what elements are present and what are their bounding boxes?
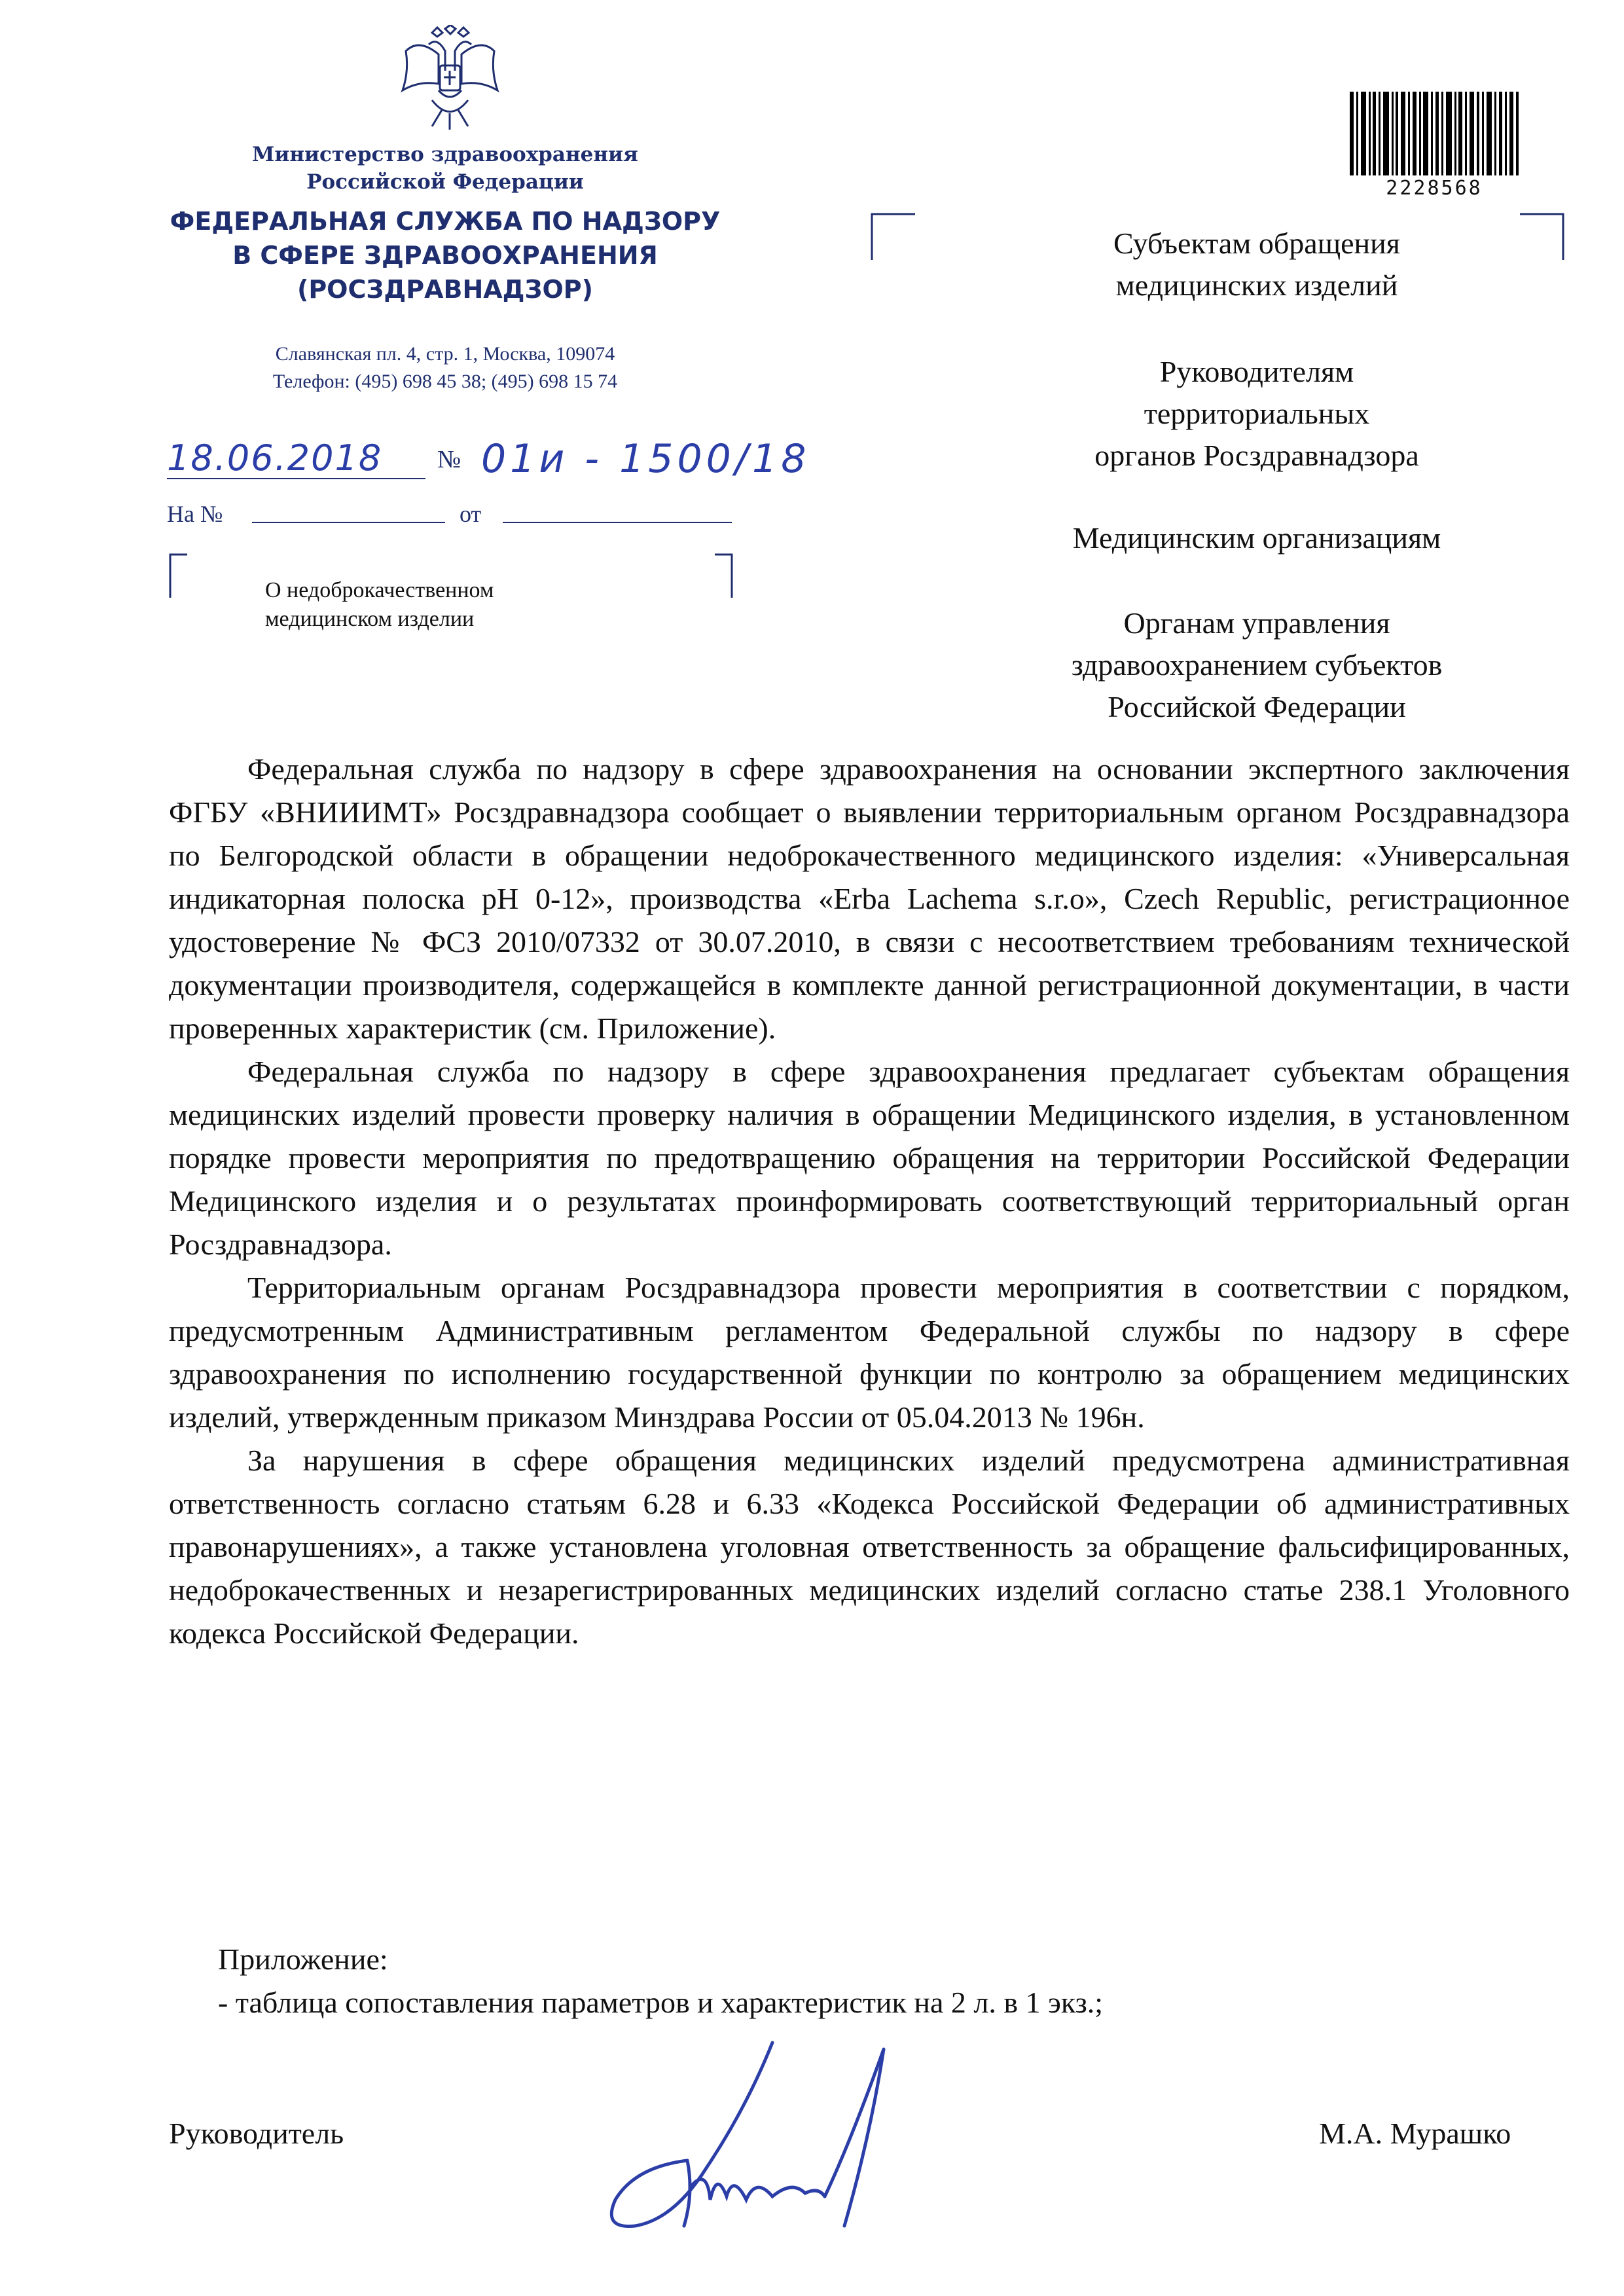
- addressee-corner-left-icon: [871, 213, 916, 262]
- subject-line-2: медицинском изделии: [265, 607, 475, 631]
- signatory-position: Руководитель: [169, 2117, 344, 2150]
- registration-date: 18.06.2018: [167, 437, 383, 479]
- ministry-name: [196, 141, 694, 196]
- letter-body: [169, 748, 1570, 1655]
- attachment-title: Приложение:: [218, 1942, 388, 1976]
- signatory-name: М.А. Мурашко: [1319, 2117, 1511, 2150]
- subject-line-1: О недоброкачественном: [265, 578, 494, 602]
- addressee-line: Субъектам обращения: [1113, 227, 1400, 260]
- service-line-3: (РОСЗДРАВНАДЗОР): [297, 275, 594, 304]
- address-line: Славянская пл. 4, стр. 1, Москва, 109074: [275, 343, 615, 365]
- reference-label: На №: [167, 501, 223, 527]
- addressee-block-2: [969, 351, 1545, 477]
- barcode-number: 2228568: [1386, 177, 1483, 200]
- reference-date-line: [503, 522, 732, 523]
- addressee-line: Российской Федерации: [1108, 690, 1406, 723]
- addressee-block-4: [969, 602, 1545, 728]
- letter-subject: [265, 576, 494, 634]
- addressee-line: территориальных: [1144, 397, 1370, 430]
- handwritten-signature-icon: [576, 2030, 982, 2232]
- addressee-block-1: [969, 223, 1545, 306]
- addressee-line: Органам управления: [1123, 606, 1390, 640]
- phone-line: Телефон: (495) 698 45 38; (495) 698 15 74: [272, 371, 618, 392]
- addressee-block-3: [969, 517, 1545, 559]
- reference-from-label: от: [460, 501, 482, 527]
- reference-number-line: [252, 522, 445, 523]
- body-paragraph-3: Территориальным органам Росздравнадзора провести мероприятия в соответствии с порядком, предусмотренным Административным регламентом Федеральной службы по надзору в сфере здравоохранения по исполнению государственной функции по контролю за обращением медицинских изделий, утвержденным приказом Минздрава России от 05.04.2013 № 196н.: [169, 1271, 1570, 1434]
- attachment-item: - таблица сопоставления параметров и характеристик на 2 л. в 1 экз.;: [218, 1986, 1104, 2019]
- service-line-1: ФЕДЕРАЛЬНАЯ СЛУЖБА ПО НАДЗОРУ: [170, 207, 721, 236]
- addressee-line: Медицинским организациям: [1072, 521, 1441, 555]
- date-underline: [167, 478, 425, 479]
- addressee-line: медицинских изделий: [1115, 268, 1398, 302]
- subject-corner-right-icon: [713, 553, 733, 599]
- addressee-line: Руководителям: [1159, 355, 1354, 388]
- addressee-line: здравоохранением субъектов: [1071, 648, 1443, 682]
- subject-corner-left-icon: [169, 553, 189, 599]
- letterhead-address: [157, 340, 733, 395]
- body-paragraph-1: Федеральная служба по надзору в сфере здравоохранения на основании экспертного заключения ФГБУ «ВНИИИМТ» Росздравнадзора сообщает о выявлении территориальным органом Росздравнадзора по Белгородской области в обращении недоброкачественного медицинского изделия: «Универсальная индикаторная полоска pH 0-12», производства «Erba Lachema s.r.o», Czech Republic, регистрационное удостоверение № ФСЗ 2010/07332 от 30.07.2010, в связи с несоответствием требованиям технической документации производителя, содержащейся в комплекте данной регистрационной документации, в части проверенных характеристик (см. Приложение).: [169, 752, 1570, 1045]
- barcode-icon: [1350, 92, 1519, 175]
- double-headed-eagle-emblem-icon: [393, 25, 507, 133]
- addressee-line: органов Росздравнадзора: [1094, 439, 1419, 472]
- attachment-block: [218, 1938, 1103, 2024]
- ministry-line-2: Российской Федерации: [306, 170, 584, 194]
- number-sign: №: [437, 446, 461, 473]
- ministry-line-1: Министерство здравоохранения: [252, 143, 638, 166]
- body-paragraph-2: Федеральная служба по надзору в сфере здравоохранения предлагает субъектам обращения медицинских изделий провести проверку наличия в обращении Медицинского изделия, в установленном порядке провести мероприятия по предотвращению обращения на территории Российской Федерации Медицинского изделия и о результатах проинформировать соответствующий территориальный орган Росздравнадзора.: [169, 1055, 1570, 1261]
- registration-number: 01и - 1500/18: [481, 436, 810, 482]
- body-paragraph-4: За нарушения в сфере обращения медицинских изделий предусмотрена административная ответственность согласно статьям 6.28 и 6.33 «Кодекса Российской Федерации об административных правонарушениях», а также установлена уголовная ответственность за обращение фальсифицированных, недоброкачественных и незарегистрированных медицинских изделий согласно статье 238.1 Уголовного кодекса Российской Федерации.: [169, 1444, 1570, 1650]
- service-name: [144, 204, 746, 306]
- service-line-2: В СФЕРЕ ЗДРАВООХРАНЕНИЯ: [232, 241, 658, 270]
